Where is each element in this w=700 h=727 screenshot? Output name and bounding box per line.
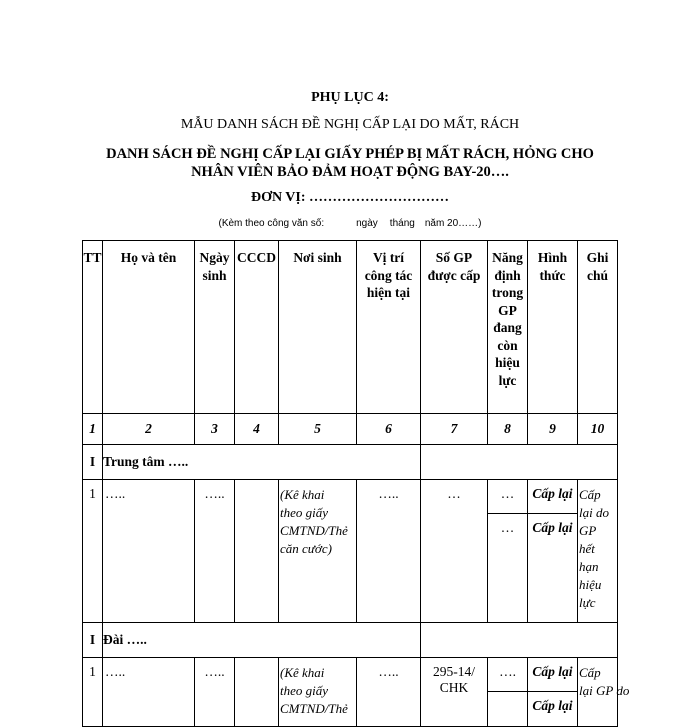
attachment-note <box>0 218 700 229</box>
header-birthplace: Nơi sinh <box>279 241 357 414</box>
note-part-1: (Kèm theo công văn số: <box>218 218 325 229</box>
row-tt: 1 <box>83 658 103 727</box>
row-notes: Cấp lại do GP hết hạn hiệu lực <box>578 480 618 623</box>
rating-sub-cell: … <box>488 480 527 514</box>
row-rating <box>488 480 528 623</box>
form-sub-cell: Cấp lại <box>528 480 577 514</box>
column-number: 1 <box>83 414 103 445</box>
row-notes: Cấp lại GP do <box>578 658 618 727</box>
rating-sub-cell: …. <box>488 658 527 692</box>
form-sub-cell: Cấp lại <box>532 520 573 535</box>
section-label: Trung tâm ….. <box>103 445 421 480</box>
rating-sub-cell: … <box>500 520 515 535</box>
unit-line: ĐƠN VỊ: ………………………… <box>250 190 450 205</box>
note-part-3: tháng <box>389 218 415 229</box>
column-number: 6 <box>357 414 421 445</box>
annex-label: PHỤ LỤC 4: <box>311 90 389 105</box>
row-license: 295-14/ CHK <box>421 658 488 727</box>
header-notes: Ghi chú <box>578 241 618 414</box>
form-sub-cell: Cấp lại <box>532 698 573 713</box>
section-empty-cell <box>421 623 618 658</box>
header-tt: TT <box>83 241 103 414</box>
header-position: Vị trí công tác hiện tại <box>357 241 421 414</box>
row-dob: ….. <box>195 658 235 727</box>
header-dob: Ngày sinh <box>195 241 235 414</box>
title-line-1: DANH SÁCH ĐỀ NGHỊ CẤP LẠI GIẤY PHÉP BỊ MẤT RÁCH, HỎNG CHO <box>106 146 594 162</box>
title-line-2: NHÂN VIÊN BẢO ĐẢM HOẠT ĐỘNG BAY-20…. <box>191 164 509 180</box>
header-rating: Năng định trong GP đang còn hiệu lực <box>488 241 528 414</box>
column-number: 3 <box>195 414 235 445</box>
row-form <box>528 658 578 727</box>
column-number: 2 <box>103 414 195 445</box>
section-roman: I <box>83 445 103 480</box>
row-cccd <box>235 480 279 623</box>
table-row <box>83 480 618 623</box>
header-row <box>83 241 618 414</box>
header-name: Họ và tên <box>103 241 195 414</box>
column-number: 5 <box>279 414 357 445</box>
row-name: ….. <box>103 658 195 727</box>
form-sub-cell: Cấp lại <box>528 658 577 692</box>
row-tt: 1 <box>83 480 103 623</box>
header-license-number: Số GP được cấp <box>421 241 488 414</box>
row-rating <box>488 658 528 727</box>
row-dob: ….. <box>195 480 235 623</box>
table-row <box>83 658 618 727</box>
request-table <box>82 240 630 727</box>
column-number: 9 <box>528 414 578 445</box>
section-label: Đài ….. <box>103 623 421 658</box>
column-number-row <box>83 414 618 445</box>
row-form <box>528 480 578 623</box>
note-part-2: ngày <box>356 218 378 229</box>
column-number: 4 <box>235 414 279 445</box>
section-row <box>83 445 618 480</box>
row-cccd <box>235 658 279 727</box>
column-number: 8 <box>488 414 528 445</box>
column-number: 10 <box>578 414 618 445</box>
row-birthplace: (Kê khai theo giấy CMTND/Thẻ <box>279 658 357 727</box>
column-number: 7 <box>421 414 488 445</box>
section-roman: I <box>83 623 103 658</box>
row-position: ….. <box>357 658 421 727</box>
section-empty-cell <box>421 445 618 480</box>
row-birthplace: (Kê khai theo giấy CMTND/Thẻ căn cước) <box>279 480 357 623</box>
note-part-4: năm 20……) <box>424 218 482 229</box>
section-row <box>83 623 618 658</box>
row-name: ….. <box>103 480 195 623</box>
header-cccd: CCCD <box>235 241 279 414</box>
row-license: … <box>421 480 488 623</box>
document-title <box>0 145 700 181</box>
form-name: MẪU DANH SÁCH ĐỀ NGHỊ CẤP LẠI DO MẤT, RÁCH <box>180 117 520 132</box>
header-form: Hình thức <box>528 241 578 414</box>
row-position: ….. <box>357 480 421 623</box>
